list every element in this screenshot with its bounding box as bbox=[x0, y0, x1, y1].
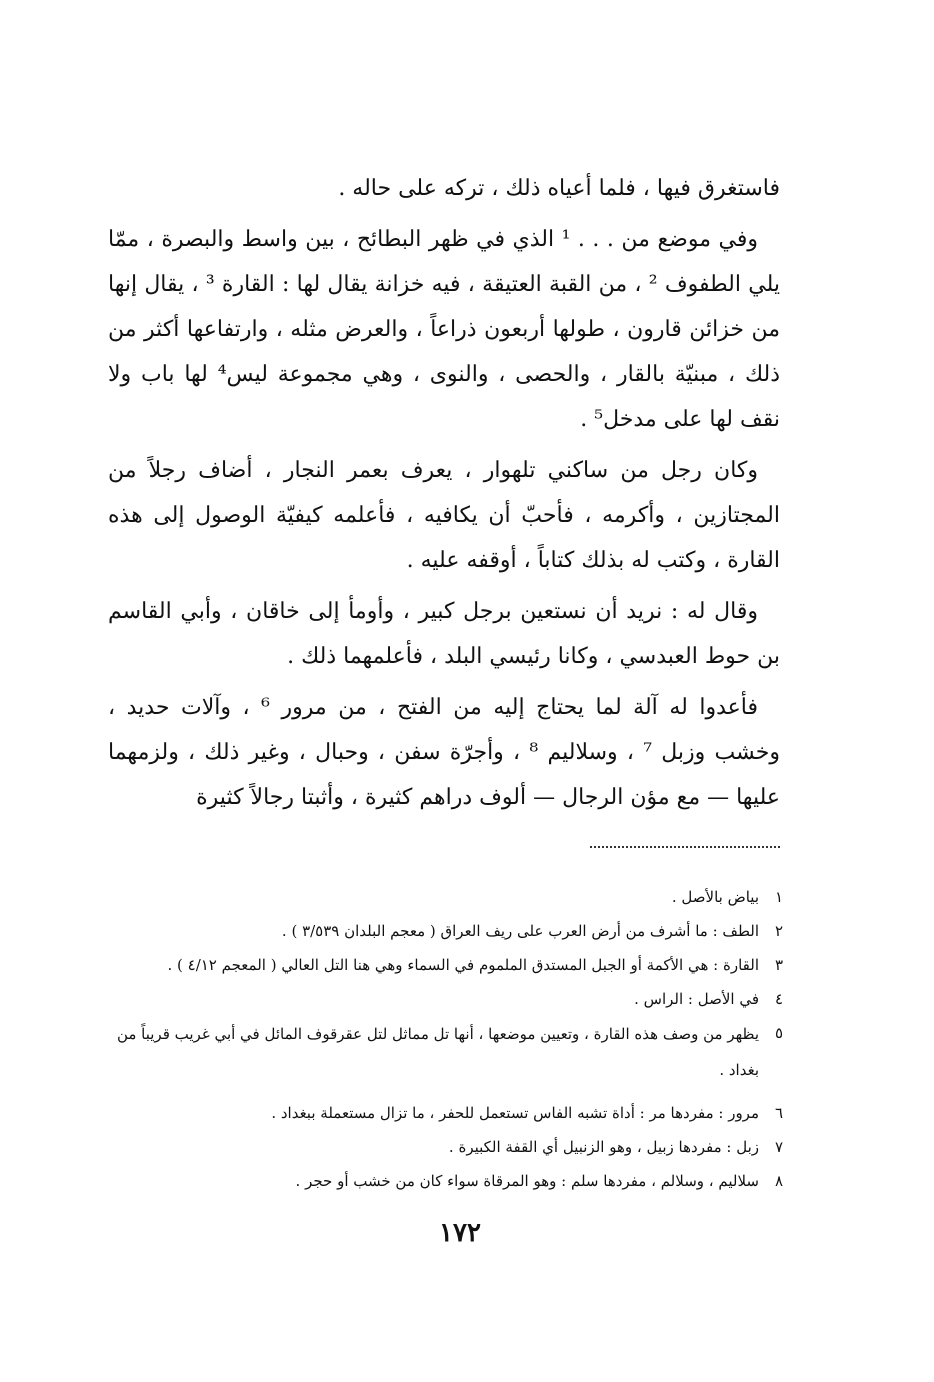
footnote-text: يظهر من وصف هذه القارة ، وتعيين موضعها ، أنها تل مماثل لتل عقرقوف المائل في أبي غريب قريباً من بغداد . bbox=[116, 1025, 759, 1079]
footnote-number: ٤ bbox=[774, 990, 783, 1008]
footnotes bbox=[108, 880, 783, 1198]
footnote-number: ٦ bbox=[774, 1104, 783, 1122]
footnote bbox=[108, 1016, 783, 1088]
paragraph: وقال له : نريد أن نستعين برجل كبير ، وأومأ إلى خاقان ، وأبي القاسم بن حوط العبدسي ، وكانا رئيسي البلد ، فأعلمهما ذلك . bbox=[108, 599, 780, 669]
footnote-text: زبل : مفردها زبيل ، وهو الزنبيل أي القفة الكبيرة . bbox=[448, 1138, 759, 1156]
footnote-number: ٣ bbox=[774, 956, 783, 974]
footnote bbox=[108, 1130, 783, 1164]
footnote bbox=[108, 948, 783, 982]
paragraph: فأعدوا له آلة لما يحتاج إليه من الفتح ، من مرور ⁶ ، وآلات حديد ، وخشب وزبل ⁷ ، وسلاليم ⁸ ، وأجرّة سفن ، وحبال ، وغير ذلك ، ولزمهما عليها — مع مؤن الرجال — ألوف دراهم كثيرة ، وأثبتا رجالاً كثيرة bbox=[108, 695, 780, 810]
footnote bbox=[108, 880, 783, 914]
footnote-text: في الأصل : الراس . bbox=[634, 990, 759, 1008]
footnote-number: ١ bbox=[774, 888, 783, 906]
page-number: ١٧٢ bbox=[439, 1218, 481, 1248]
footnote-text: بياض بالأصل . bbox=[671, 888, 759, 906]
paragraph: وكان رجل من ساكني تلهوار ، يعرف بعمر النجار ، أضاف رجلاً من المجتازين ، وأكرمه ، فأحبّ أن يكافيه ، فأعلمه كيفيّة الوصول إلى هذه القارة ، وكتب له بذلك كتاباً ، أوقفه عليه . bbox=[108, 458, 780, 573]
footnote-number: ٨ bbox=[774, 1172, 783, 1190]
footnote-text: سلاليم ، وسلالم ، مفردها سلم : وهو المرقاة سواء كان من خشب أو حجر . bbox=[295, 1172, 759, 1190]
footnote-number: ٧ bbox=[774, 1138, 783, 1156]
footnote-text: القارة : هي الأكمة أو الجبل المستدق الملموم في السماء وهي هنا التل العالي ( المعجم ٤/١٢ ) . bbox=[167, 956, 759, 974]
footnote-number: ٢ bbox=[774, 922, 783, 940]
footnote bbox=[108, 914, 783, 948]
paragraph: وفي موضع من . . . ¹ الذي في ظهر البطائح ، بين واسط والبصرة ، ممّا يلي الطفوف ² ، من القبة العتيقة ، فيه خزانة يقال لها : القارة ³ ، يقال إنها من خزائن قارون ، طولها أربعون ذراعاً ، والعرض مثله ، وارتفاعها أكثر من ذلك ، مبنيّة بالقار ، والحصى ، والنوى ، وهي مجموعة ليس⁴ لها باب ولا نقف لها على مدخل⁵ . bbox=[108, 227, 781, 432]
paragraph: فاستغرق فيها ، فلما أعياه ذلك ، تركه على حاله . bbox=[338, 176, 780, 201]
footnote-number: ٥ bbox=[774, 1024, 783, 1042]
footnote-separator bbox=[590, 846, 780, 848]
footnote bbox=[108, 1096, 783, 1130]
footnote-text: الطف : ما أشرف من أرض العرب على ريف العراق ( معجم البلدان ٣/٥٣٩ ) . bbox=[281, 922, 759, 940]
footnote bbox=[108, 982, 783, 1016]
footnote bbox=[108, 1164, 783, 1198]
main-text bbox=[108, 166, 780, 826]
footnote-text: مرور : مفردها مر : أداة تشبه الفاس تستعمل للحفر ، ما تزال مستعملة ببغداد . bbox=[271, 1104, 759, 1122]
